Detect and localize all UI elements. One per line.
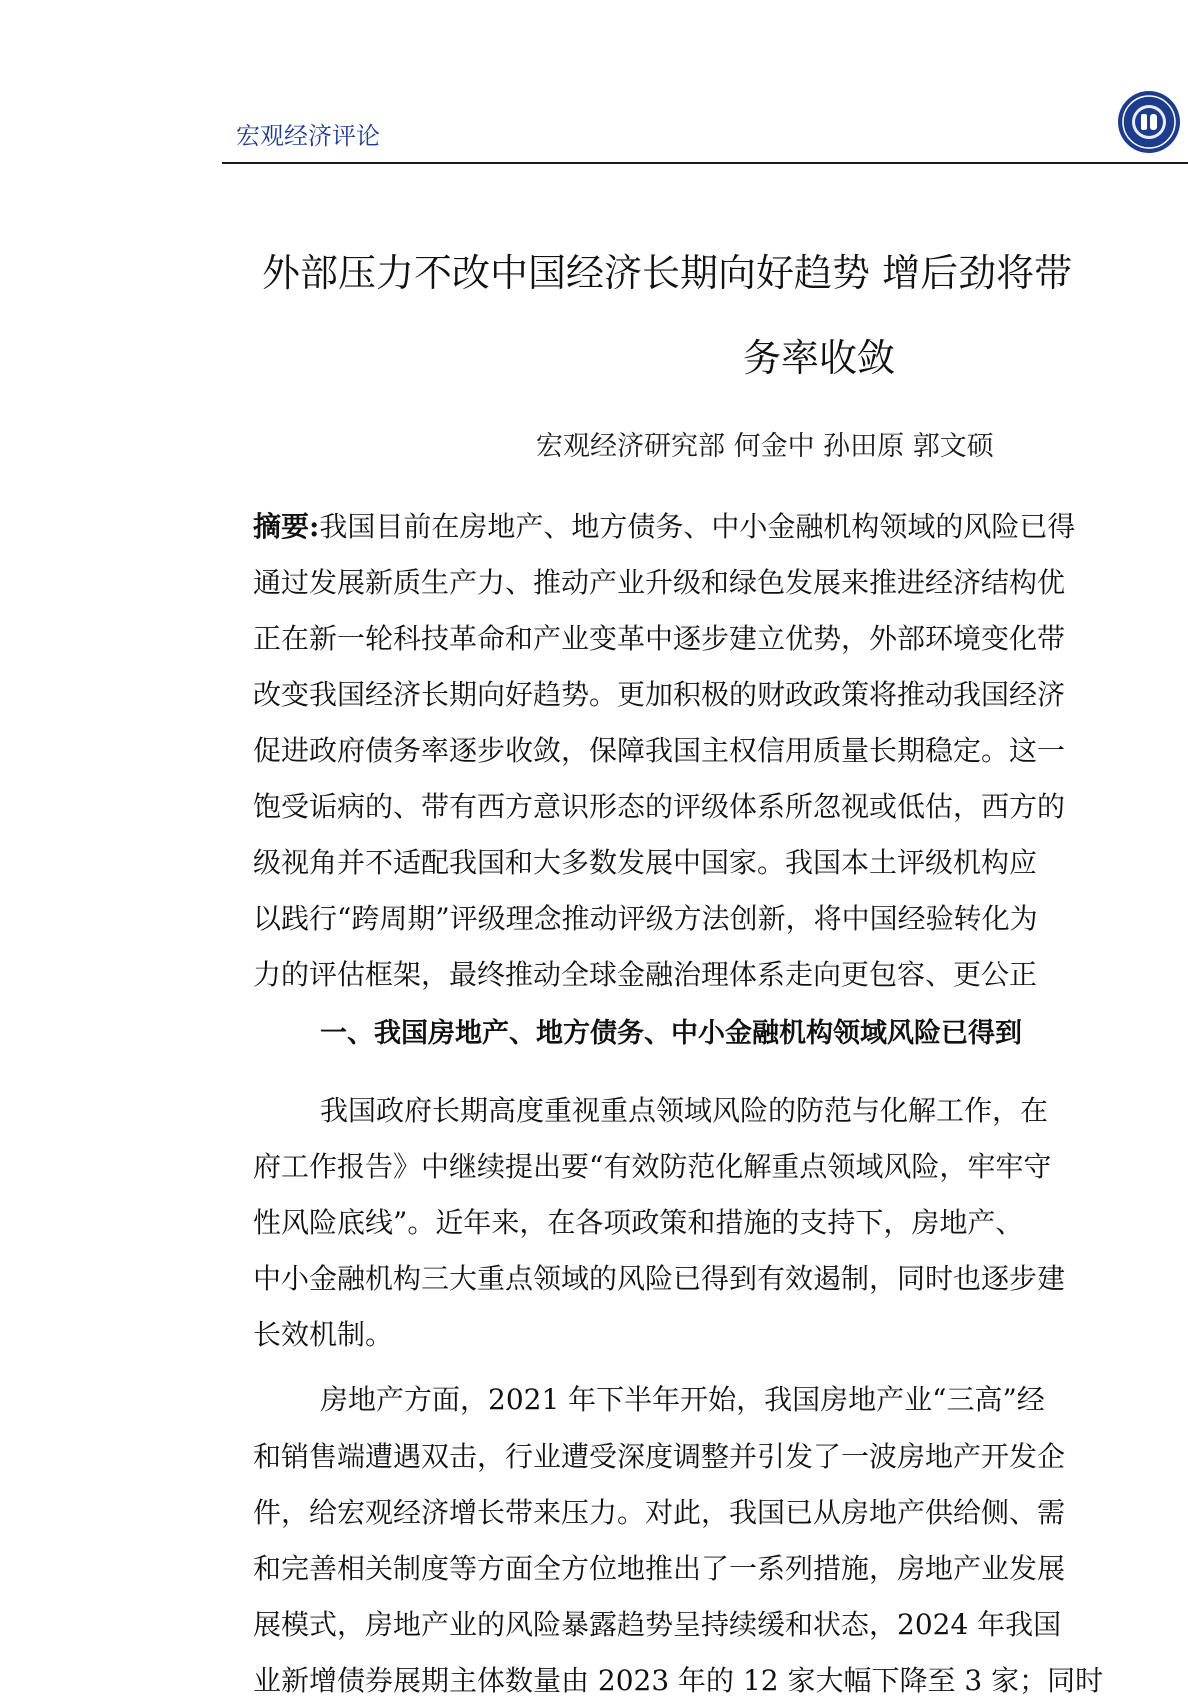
- body-line: 件，给宏观经济增长带来压力。对此，我国已从房地产供给侧、需: [253, 1496, 1066, 1529]
- body-line: 长效机制。: [253, 1318, 394, 1351]
- body-line: 展模式，房地产业的风险暴露趋势呈持续缓和状态，2024 年我国: [253, 1608, 1062, 1641]
- abstract-line: 级视角并不适配我国和大多数发展中国家。我国本土评级机构应: [253, 846, 1038, 879]
- body-line: 府工作报告》中继续提出要“有效防范化解重点领域风险，牢牢守: [253, 1150, 1052, 1183]
- abstract-line: 促进政府债务率逐步收敛，保障我国主权信用质量长期稳定。这一: [253, 734, 1066, 767]
- body-line: 性风险底线”。近年来，在各项政策和措施的支持下，房地产、: [253, 1206, 1024, 1239]
- body-line: 房地产方面，2021 年下半年开始，我国房地产业“三高”经: [320, 1383, 1045, 1416]
- abstract-line: 改变我国经济长期向好趋势。更加积极的财政政策将推动我国经济: [253, 678, 1066, 711]
- abstract-line: 力的评估框架，最终推动全球金融治理体系走向更包容、更公正: [253, 958, 1038, 991]
- abstract-line: 正在新一轮科技革命和产业变革中逐步建立优势，外部环境变化带: [253, 622, 1066, 655]
- abstract-line: 以践行“跨周期”评级理念推动评级方法创新，将中国经验转化为: [253, 902, 1038, 935]
- header-title: 宏观经济评论: [236, 122, 380, 150]
- body-line: 中小金融机构三大重点领域的风险已得到有效遏制，同时也逐步建: [253, 1262, 1066, 1295]
- abstract-line: 饱受诟病的、带有西方意识形态的评级体系所忽视或低估，西方的: [253, 790, 1066, 823]
- section-heading: 一、我国房地产、地方债务、中小金融机构领域风险已得到: [320, 1018, 1022, 1049]
- abstract-line: 通过发展新质生产力、推动产业升级和绿色发展来推进经济结构优: [253, 566, 1066, 599]
- body-line: 和销售端遭遇双击，行业遭受深度调整并引发了一波房地产开发企: [253, 1440, 1066, 1473]
- authors: 宏观经济研究部 何金中 孙田原 郭文硕: [536, 431, 994, 462]
- body-line: 我国政府长期高度重视重点领域风险的防范与化解工作，在: [320, 1094, 1049, 1127]
- body-line: 和完善相关制度等方面全方位地推出了一系列措施，房地产业发展: [253, 1552, 1066, 1585]
- abstract-line-1: [253, 505, 1075, 545]
- document-title-line-2: 务率收敛: [743, 336, 896, 380]
- body-line: 业新增债券展期主体数量由 2023 年的 12 家大幅下降至 3 家；同时: [253, 1664, 1104, 1697]
- circular-emblem-icon: [1117, 90, 1181, 154]
- header-divider: [222, 162, 1188, 164]
- abstract-label: 摘要:: [253, 510, 320, 543]
- document-title-line-1: 外部压力不改中国经济长期向好趋势 增后劲将带: [262, 251, 1073, 295]
- abstract-text: 我国目前在房地产、地方债务、中小金融机构领域的风险已得: [319, 510, 1076, 543]
